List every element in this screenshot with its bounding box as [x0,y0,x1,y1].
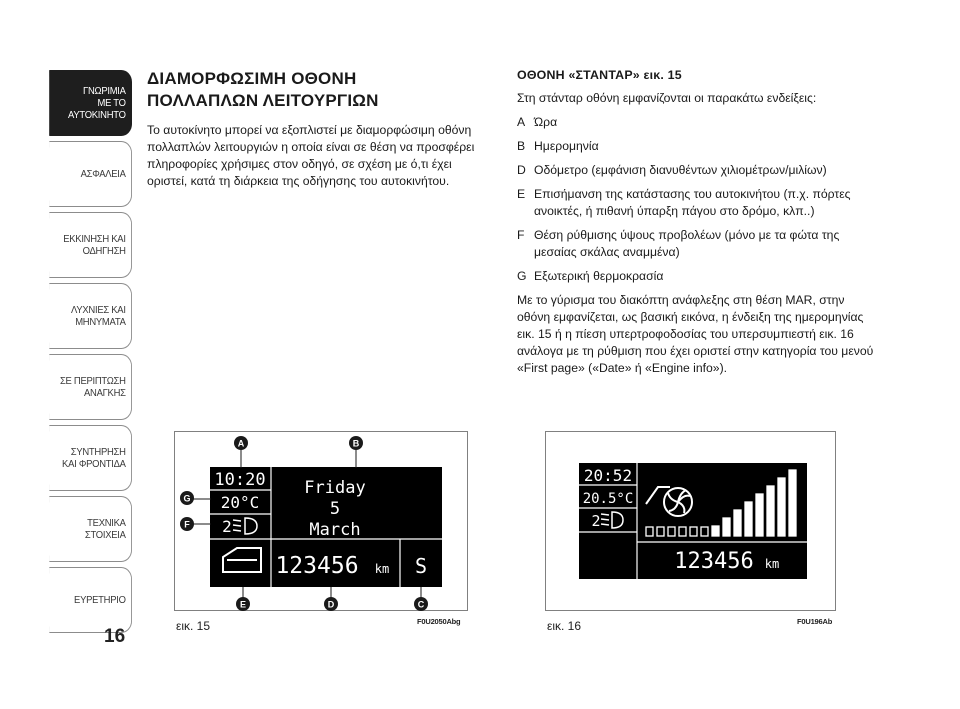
figure-16-code: F0U196Ab [797,617,833,626]
day-readout: Friday [304,478,366,498]
intro-line [517,90,877,107]
item-key: D [517,163,526,177]
figure-16-caption: εικ. 16 [547,619,582,633]
boost-bar [756,494,763,536]
odometer-readout: 123456 [275,553,359,579]
list-item [517,114,877,131]
section-heading [147,68,493,112]
item-text: Επισήμανση της κατάστασης του αυτοκινήτου (π.χ. πόρτες ανοικτές, ή πιθανή ύπαρξη πάγου στο δρόμο, κλπ..) [534,187,851,218]
temperature-readout: 20.5°C [582,491,634,507]
tab-label: ΚΑΙ ΦΡΟΝΤΙΔΑ [62,458,126,470]
boost-bar [723,518,730,536]
boost-bar [789,470,796,536]
clock-readout: 10:20 [214,470,266,490]
mode-readout: S [414,554,428,578]
tab-label: ΣΥΝΤΗΡΗΣΗ [70,446,126,458]
odometer-unit: km [374,562,390,576]
tab-getting-to-know-car[interactable] [49,70,132,136]
figure-15 [174,431,468,611]
tab-label: ΤΕΧΝΙΚΑ [87,517,126,529]
headlight-level-readout: 2 [222,517,232,536]
item-text: Οδόμετρο (εμφάνιση διανυθέντων χιλιομέτρων/μιλίων) [534,163,827,177]
list-item [517,138,877,155]
tab-label: ΣΕ ΠΕΡΙΠΤΩΣΗ [59,375,126,387]
closing-paragraph [517,292,877,377]
list-item [517,268,877,285]
tab-label: ΣΤΟΙΧΕΙΑ [84,529,126,541]
right-column [517,68,877,384]
closing-text: Με το γύρισμα του διακόπτη ανάφλεξης στη θέση MAR, στην οθόνη εμφανίζεται, ως βασική εικόνα, η ένδειξη της ημερομηνίας εικ. 15 ή η πίεση υπερτροφοδοσίας του υπερσυμπιεστή εικ. 16 ανάλογα με τη ρύθμιση που έχει οριστεί στην κατηγορία του μενού «First page» («Date» ή «Engine info»). [517,293,874,375]
tab-index[interactable] [49,567,132,633]
item-text: Ώρα [534,115,558,129]
tab-safety[interactable] [49,141,132,207]
tab-maintenance[interactable] [49,425,132,491]
item-key: G [517,269,527,283]
callout-c: C [417,599,425,610]
list-item [517,227,877,261]
odometer-unit: km [764,557,780,571]
temperature-readout: 20°C [220,493,260,512]
callout-d: D [327,599,335,610]
standard-screen-heading: ΟΘΟΝΗ «ΣΤΑΝΤΑΡ» εικ. 15 [517,68,682,82]
tab-label: ΑΝΑΓΚΗΣ [83,387,126,399]
boost-bar [745,502,752,536]
odometer-readout: 123456 [674,549,754,574]
item-text: Θέση ρύθμισης ύψους προβολέων (μόνο με τα φώτα της μεσαίας σκάλας αναμμένα) [534,228,840,259]
boost-bar [734,510,741,536]
item-key: E [517,187,526,201]
left-column [147,68,493,190]
callout-b: B [352,438,360,449]
item-key: A [517,115,526,129]
tab-label: ΟΔΗΓΗΣΗ [82,245,126,257]
standard-display-illustration [175,432,469,612]
figure-15-code: F0U2050Abg [417,617,461,626]
callout-a: A [237,438,245,449]
tab-label: ΓΝΩΡΙΜΙΑ [83,85,126,97]
engine-info-display-illustration [546,432,837,612]
date-number-readout: 5 [329,499,341,519]
intro-paragraph: Το αυτοκίνητο μπορεί να εξοπλιστεί με διαμορφώσιμη οθόνη πολλαπλών λειτουργιών η οποία είναι σε θέση να προσφέρει πληροφορίες χρήσιμες στον οδηγό, σε σχέση με ό,τι έχει οριστεί, κατά τη διάρκεια της οδήγησης του αυτοκινήτου. [147,123,475,188]
tab-label: ΕΥΡΕΤΗΡΙΟ [74,594,126,606]
headlight-level-readout: 2 [591,512,601,530]
intro-text: Στη στάνταρ οθόνη εμφανίζονται οι παρακάτω ενδείξεις: [517,91,817,105]
tab-warning-lights[interactable] [49,283,132,349]
tab-label: ΑΥΤΟΚΙΝΗΤΟ [68,109,126,121]
boost-bar [767,486,774,536]
boost-bar [712,526,719,536]
tab-technical-data[interactable] [49,496,132,562]
list-item [517,186,877,220]
callout-g: G [183,493,191,504]
figure-16 [545,431,836,611]
tab-starting-driving[interactable] [49,212,132,278]
clock-readout: 20:52 [583,466,633,485]
tab-emergency[interactable] [49,354,132,420]
tab-label: ΑΣΦΑΛΕΙΑ [80,168,126,180]
list-item [517,162,877,179]
tab-label: ΕΚΚΙΝΗΣΗ ΚΑΙ [63,233,126,245]
item-key: B [517,139,526,153]
item-text: Ημερομηνία [534,139,599,153]
tab-label: ΜΗΝΥΜΑΤΑ [75,316,126,328]
heading-line: ΔΙΑΜΟΡΦΩΣΙΜΗ ΟΘΟΝΗ [147,69,357,88]
heading-line: ΠΟΛΛΑΠΛΩΝ ΛΕΙΤΟΥΡΓΙΩΝ [147,91,379,110]
figure-15-caption: εικ. 15 [176,619,211,633]
boost-bar [778,478,785,536]
callout-f: F [184,519,190,530]
page-number: 16 [104,626,126,647]
callout-e: E [239,599,247,610]
item-text: Εξωτερική θερμοκρασία [534,269,664,283]
month-readout: March [309,520,361,540]
tab-label: ΜΕ ΤΟ [97,97,126,109]
item-key: F [517,228,525,242]
tab-label: ΛΥΧΝΙΕΣ ΚΑΙ [70,304,126,316]
